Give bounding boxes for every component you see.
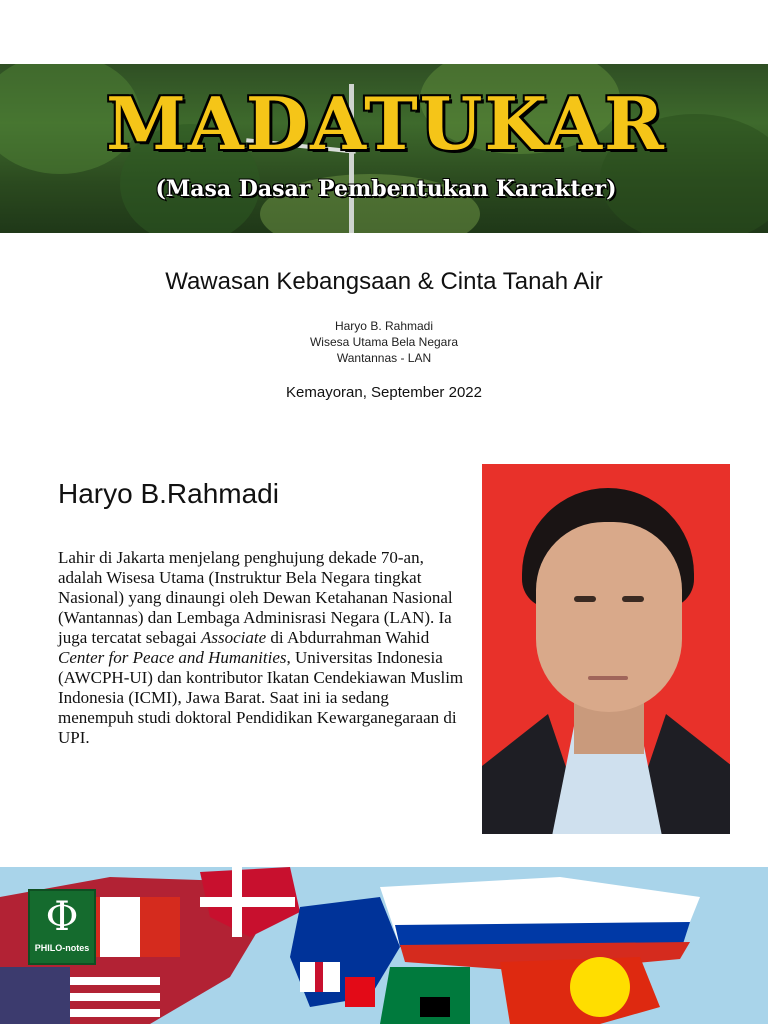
right-eye (622, 596, 644, 602)
philo-notes-logo (28, 889, 96, 965)
bio-italic-part: Associate (201, 628, 267, 647)
turkey-flag (345, 977, 375, 1007)
bio-paragraph (58, 548, 468, 748)
canada-flag-white (100, 897, 140, 957)
author-organization: Wantannas - LAN (336, 351, 432, 365)
place-date: Kemayoran, September 2022 (286, 384, 482, 401)
banner-subtitle: (Masa Dasar Pembentukan Karakter) (155, 176, 617, 202)
mouth (588, 676, 628, 680)
author-name: Haryo B. Rahmadi (334, 319, 434, 333)
header-banner (0, 64, 768, 233)
phi-symbol-icon: Φ (45, 894, 79, 940)
logo-label: PHILO-notes (34, 943, 90, 953)
bio-text-part: Lahir di Jakarta menjelang penghujung dekade 70-an, adalah Wisesa Utama (Instruktur Bela Negara tingkat Nasional) yang dinaungi oleh Dewan Ketahanan Nasional (Wantannas) dan Lembaga Adminisrasi Negara (LAN). Ia juga tercatat sebagai (58, 548, 453, 647)
bio-text-part: di Abdurrahman Wahid (266, 628, 430, 647)
map-illustration (0, 867, 768, 1024)
bio-text-part: , Universitas Indonesia (AWCPH-UI) dan kontributor Ikatan Cendekiawan Muslim Indonesia (ICMI), Jawa Barat. Saat ini ia sedang menempuh studi doktoral Pendidikan Kewarganegaraan di UPI. (58, 648, 464, 747)
bio-italic-part: Center for Peace and Humanities (58, 648, 287, 667)
left-eye (574, 596, 596, 602)
presentation-meta (0, 318, 768, 366)
author-role: Wisesa Utama Bela Negara (309, 335, 459, 349)
portrait-photo (482, 464, 730, 834)
flag-world-map (0, 867, 768, 1024)
banner-title: MADATUKAR (106, 81, 666, 166)
face (536, 522, 682, 712)
mongolia-dragon-flag (570, 957, 630, 1017)
presentation-title: Wawasan Kebangsaan & Cinta Tanah Air (165, 268, 603, 295)
bio-heading: Haryo B.Rahmadi (58, 478, 279, 509)
